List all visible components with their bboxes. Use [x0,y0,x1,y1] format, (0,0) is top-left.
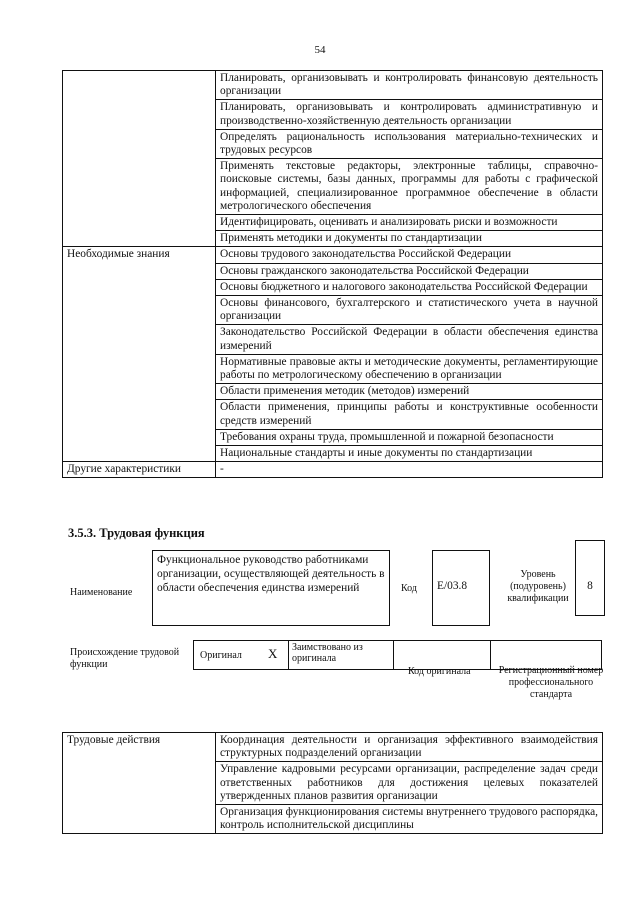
action-item: Координация деятельности и организация эффективного взаимодействия структурных подразделений организации [216,733,603,762]
original-cell [193,640,289,670]
knowledge-item: Основы бюджетного и налогового законодательства Российской Федерации [216,279,603,295]
knowledge-item: Области применения методик (методов) измерений [216,384,603,400]
name-label: Наименование [70,587,133,598]
code-original-label: Код оригинала [408,666,471,677]
skill-item: Планировать, организовывать и контролировать финансовую деятельность организации [216,71,603,100]
skills-knowledge-table [62,70,603,478]
knowledge-item: Основы гражданского законодательства Российской Федерации [216,263,603,279]
actions-label: Трудовые действия [63,733,216,834]
level-value-box: 8 [575,540,605,616]
knowledge-item: Основы финансового, бухгалтерского и статистического учета в научной организации [216,296,603,325]
skill-item: Определять рациональность использования материально-технических и трудовых ресурсов [216,129,603,158]
skill-item: Идентифицировать, оценивать и анализировать риски и возможности [216,215,603,231]
code-value-box: E/03.8 [432,550,490,626]
table-row [63,462,603,478]
action-item: Управление кадровыми ресурсами организации, распределение задач среди ответственных работников для достижения целевых показателей утвержденных планов развития организации [216,762,603,805]
function-name-box: Функциональное руководство работниками организации, осуществляющей деятельность в области обеспечения единства измерений [152,550,390,626]
code-label: Код [401,583,417,594]
table-row [63,71,603,100]
section-title: 3.5.3. Трудовая функция [68,526,205,540]
other-value: - [216,462,603,478]
table-row [63,733,603,762]
other-label: Другие характеристики [63,462,216,478]
table-row [63,247,603,263]
knowledge-item: Основы трудового законодательства Российской Федерации [216,247,603,263]
knowledge-item: Нормативные правовые акты и методические документы, регламентирующие работы по метрологическому обеспечению в организации [216,354,603,383]
knowledge-item: Национальные стандарты и иные документы по стандартизации [216,446,603,462]
level-label: Уровень (подуровень) квалификации [507,569,569,604]
skills-label-cell [63,71,216,247]
knowledge-item: Области применения, принципы работы и конструктивные особенности средств измерений [216,400,603,429]
borrowed-label: Заимствовано из оригинала [288,640,394,670]
knowledge-item: Законодательство Российской Федерации в области обеспечения единства измерений [216,325,603,354]
original-label: Оригинал [200,649,242,661]
page-number: 54 [314,44,326,56]
reg-number-label: Регистрационный номер профессионального стандарта [498,665,604,700]
original-mark: X [268,646,278,661]
skill-item: Планировать, организовывать и контролировать административную и производственно-хозяйственную деятельность организации [216,100,603,129]
action-item: Организация функционирования системы внутреннего трудового распорядка, контроль исполнительской дисциплины [216,805,603,834]
skill-item: Применять методики и документы по стандартизации [216,231,603,247]
skill-item: Применять текстовые редакторы, электронные таблицы, справочно-поисковые системы, базы данных, программы для работы с графической информацией, специализированное программное обеспечение в области метрологического обеспечения [216,159,603,215]
knowledge-item: Требования охраны труда, промышленной и пожарной безопасности [216,429,603,445]
knowledge-label: Необходимые знания [63,247,216,462]
actions-table [62,732,603,834]
origin-label: Происхождение трудовой функции [70,647,180,670]
